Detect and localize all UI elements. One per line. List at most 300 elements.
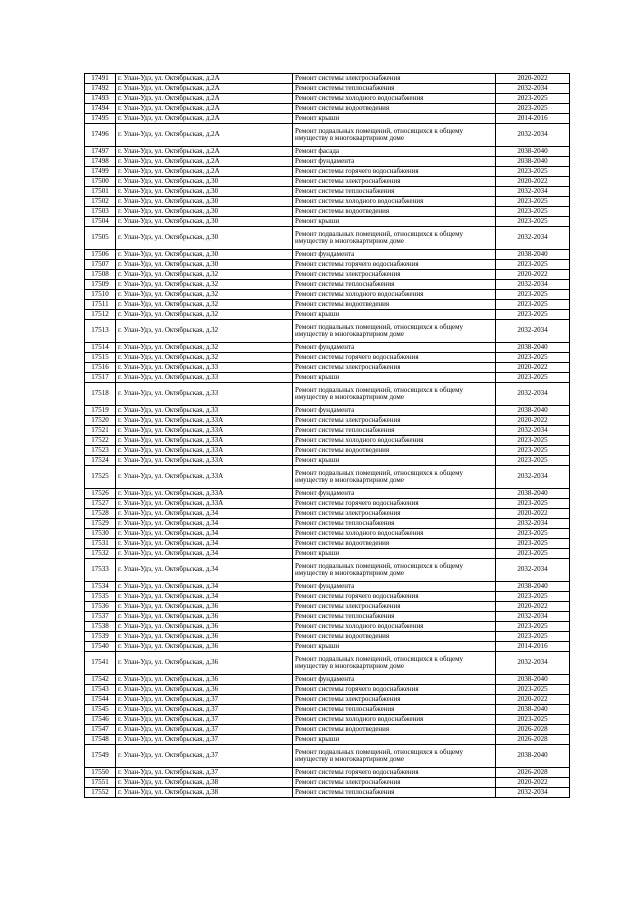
row-address: г. Улан-Удэ, ул. Октябрьская, д.33А [116, 426, 293, 436]
row-address: г. Улан-Удэ, ул. Октябрьская, д.32 [116, 300, 293, 310]
row-work-type: Ремонт системы электроснабжения [293, 778, 496, 788]
row-number: 17551 [85, 778, 116, 788]
row-number: 17549 [85, 745, 116, 768]
table-row [85, 685, 570, 695]
table-row [85, 167, 570, 177]
row-period: 2023-2025 [496, 632, 570, 642]
table-row [85, 84, 570, 94]
table-row [85, 270, 570, 280]
table-row [85, 416, 570, 426]
row-number: 17538 [85, 622, 116, 632]
row-work-type: Ремонт подвальных помещений, относящихся к общему имуществу в многоквартирном доме [293, 559, 496, 582]
row-work-type: Ремонт системы горячего водоснабжения [293, 768, 496, 778]
row-address: г. Улан-Удэ, ул. Октябрьская, д.32 [116, 320, 293, 343]
row-period: 2032-2034 [496, 280, 570, 290]
table-row [85, 652, 570, 675]
row-work-type: Ремонт системы теплоснабжения [293, 187, 496, 197]
row-period: 2038-2040 [496, 250, 570, 260]
row-address: г. Улан-Удэ, ул. Октябрьская, д.33А [116, 466, 293, 489]
row-period: 2032-2034 [496, 612, 570, 622]
row-period: 2026-2028 [496, 768, 570, 778]
table-row [85, 250, 570, 260]
row-address: г. Улан-Удэ, ул. Октябрьская, д.37 [116, 768, 293, 778]
row-work-type: Ремонт системы холодного водоснабжения [293, 529, 496, 539]
row-work-type: Ремонт крыши [293, 456, 496, 466]
row-work-type: Ремонт системы водоотведения [293, 207, 496, 217]
row-period: 2032-2034 [496, 124, 570, 147]
row-address: г. Улан-Удэ, ул. Октябрьская, д.30 [116, 197, 293, 207]
row-work-type: Ремонт системы водоотведения [293, 300, 496, 310]
row-number: 17501 [85, 187, 116, 197]
table-row [85, 612, 570, 622]
row-address: г. Улан-Удэ, ул. Октябрьская, д.34 [116, 559, 293, 582]
row-number: 17547 [85, 725, 116, 735]
row-number: 17532 [85, 549, 116, 559]
row-work-type: Ремонт системы горячего водоснабжения [293, 685, 496, 695]
row-period: 2023-2025 [496, 529, 570, 539]
row-address: г. Улан-Удэ, ул. Октябрьская, д.32 [116, 290, 293, 300]
table-row [85, 602, 570, 612]
row-work-type: Ремонт системы теплоснабжения [293, 788, 496, 798]
row-period: 2032-2034 [496, 84, 570, 94]
table-row [85, 310, 570, 320]
row-work-type: Ремонт системы водоотведения [293, 446, 496, 456]
row-work-type: Ремонт системы холодного водоснабжения [293, 94, 496, 104]
row-address: г. Улан-Удэ, ул. Октябрьская, д.30 [116, 227, 293, 250]
row-period: 2023-2025 [496, 260, 570, 270]
row-period: 2023-2025 [496, 310, 570, 320]
row-work-type: Ремонт системы электроснабжения [293, 74, 496, 84]
row-address: г. Улан-Удэ, ул. Октябрьская, д.38 [116, 788, 293, 798]
table-row [85, 373, 570, 383]
table-row [85, 509, 570, 519]
row-number: 17502 [85, 197, 116, 207]
row-work-type: Ремонт системы холодного водоснабжения [293, 622, 496, 632]
row-number: 17512 [85, 310, 116, 320]
row-number: 17494 [85, 104, 116, 114]
row-address: г. Улан-Удэ, ул. Октябрьская, д.36 [116, 652, 293, 675]
row-number: 17545 [85, 705, 116, 715]
row-address: г. Улан-Удэ, ул. Октябрьская, д.32 [116, 343, 293, 353]
row-number: 17546 [85, 715, 116, 725]
row-period: 2023-2025 [496, 622, 570, 632]
row-period: 2038-2040 [496, 157, 570, 167]
row-address: г. Улан-Удэ, ул. Октябрьская, д.30 [116, 187, 293, 197]
row-address: г. Улан-Удэ, ул. Октябрьская, д.30 [116, 250, 293, 260]
row-work-type: Ремонт подвальных помещений, относящихся к общему имуществу в многоквартирном доме [293, 652, 496, 675]
row-work-type: Ремонт системы теплоснабжения [293, 280, 496, 290]
row-work-type: Ремонт подвальных помещений, относящихся к общему имуществу в многоквартирном доме [293, 124, 496, 147]
row-period: 2038-2040 [496, 147, 570, 157]
row-period: 2020-2022 [496, 416, 570, 426]
row-address: г. Улан-Удэ, ул. Октябрьская, д.30 [116, 207, 293, 217]
row-number: 17539 [85, 632, 116, 642]
row-address: г. Улан-Удэ, ул. Октябрьская, д.36 [116, 675, 293, 685]
table-row [85, 705, 570, 715]
table-row [85, 207, 570, 217]
row-address: г. Улан-Удэ, ул. Октябрьская, д.37 [116, 705, 293, 715]
row-work-type: Ремонт крыши [293, 735, 496, 745]
table-row [85, 363, 570, 373]
row-number: 17525 [85, 466, 116, 489]
row-address: г. Улан-Удэ, ул. Октябрьская, д.2А [116, 167, 293, 177]
row-period: 2038-2040 [496, 489, 570, 499]
row-work-type: Ремонт подвальных помещений, относящихся к общему имуществу в многоквартирном доме [293, 466, 496, 489]
row-address: г. Улан-Удэ, ул. Октябрьская, д.32 [116, 270, 293, 280]
table-row [85, 94, 570, 104]
row-work-type: Ремонт системы горячего водоснабжения [293, 592, 496, 602]
row-period: 2023-2025 [496, 290, 570, 300]
table-row [85, 114, 570, 124]
row-address: г. Улан-Удэ, ул. Октябрьская, д.36 [116, 642, 293, 652]
row-period: 2020-2022 [496, 778, 570, 788]
table-row [85, 466, 570, 489]
row-work-type: Ремонт системы теплоснабжения [293, 612, 496, 622]
table-row [85, 124, 570, 147]
row-period: 2020-2022 [496, 363, 570, 373]
row-number: 17497 [85, 147, 116, 157]
row-number: 17519 [85, 406, 116, 416]
row-address: г. Улан-Удэ, ул. Октябрьская, д.34 [116, 582, 293, 592]
row-work-type: Ремонт крыши [293, 549, 496, 559]
row-address: г. Улан-Удэ, ул. Октябрьская, д.34 [116, 509, 293, 519]
row-work-type: Ремонт фундамента [293, 157, 496, 167]
row-address: г. Улан-Удэ, ул. Октябрьская, д.2А [116, 124, 293, 147]
row-work-type: Ремонт системы горячего водоснабжения [293, 353, 496, 363]
row-work-type: Ремонт системы электроснабжения [293, 363, 496, 373]
row-period: 2020-2022 [496, 509, 570, 519]
table-row [85, 74, 570, 84]
row-number: 17505 [85, 227, 116, 250]
table-row [85, 147, 570, 157]
row-period: 2032-2034 [496, 383, 570, 406]
row-work-type: Ремонт системы электроснабжения [293, 509, 496, 519]
table-row [85, 343, 570, 353]
table-row [85, 549, 570, 559]
row-address: г. Улан-Удэ, ул. Октябрьская, д.37 [116, 715, 293, 725]
row-work-type: Ремонт системы горячего водоснабжения [293, 167, 496, 177]
table-row [85, 622, 570, 632]
row-address: г. Улан-Удэ, ул. Октябрьская, д.34 [116, 529, 293, 539]
row-period: 2023-2025 [496, 197, 570, 207]
row-period: 2038-2040 [496, 705, 570, 715]
row-address: г. Улан-Удэ, ул. Октябрьская, д.30 [116, 217, 293, 227]
row-number: 17527 [85, 499, 116, 509]
table-row [85, 519, 570, 529]
table-row [85, 715, 570, 725]
row-number: 17541 [85, 652, 116, 675]
row-number: 17517 [85, 373, 116, 383]
table-body [85, 74, 570, 798]
row-work-type: Ремонт фасада [293, 147, 496, 157]
row-work-type: Ремонт подвальных помещений, относящихся к общему имуществу в многоквартирном доме [293, 320, 496, 343]
table-row [85, 290, 570, 300]
row-period: 2026-2028 [496, 735, 570, 745]
row-period: 2023-2025 [496, 373, 570, 383]
row-number: 17508 [85, 270, 116, 280]
row-address: г. Улан-Удэ, ул. Октябрьская, д.33 [116, 406, 293, 416]
row-address: г. Улан-Удэ, ул. Октябрьская, д.2А [116, 114, 293, 124]
row-work-type: Ремонт системы холодного водоснабжения [293, 436, 496, 446]
row-period: 2023-2025 [496, 592, 570, 602]
table-row [85, 675, 570, 685]
table-row [85, 406, 570, 416]
row-work-type: Ремонт системы водоотведения [293, 632, 496, 642]
row-number: 17537 [85, 612, 116, 622]
row-work-type: Ремонт системы электроснабжения [293, 602, 496, 612]
row-address: г. Улан-Удэ, ул. Октябрьская, д.37 [116, 725, 293, 735]
table-row [85, 280, 570, 290]
row-address: г. Улан-Удэ, ул. Октябрьская, д.32 [116, 280, 293, 290]
table-row [85, 320, 570, 343]
row-address: г. Улан-Удэ, ул. Октябрьская, д.38 [116, 778, 293, 788]
row-address: г. Улан-Удэ, ул. Октябрьская, д.36 [116, 602, 293, 612]
row-period: 2038-2040 [496, 582, 570, 592]
row-number: 17499 [85, 167, 116, 177]
row-period: 2032-2034 [496, 788, 570, 798]
row-number: 17530 [85, 529, 116, 539]
row-period: 2023-2025 [496, 167, 570, 177]
table-row [85, 436, 570, 446]
row-work-type: Ремонт крыши [293, 642, 496, 652]
row-work-type: Ремонт крыши [293, 217, 496, 227]
table-row [85, 788, 570, 798]
row-period: 2023-2025 [496, 217, 570, 227]
row-number: 17521 [85, 426, 116, 436]
row-address: г. Улан-Удэ, ул. Октябрьская, д.36 [116, 632, 293, 642]
row-period: 2023-2025 [496, 353, 570, 363]
row-work-type: Ремонт системы теплоснабжения [293, 84, 496, 94]
row-number: 17507 [85, 260, 116, 270]
row-number: 17540 [85, 642, 116, 652]
row-number: 17533 [85, 559, 116, 582]
row-address: г. Улан-Удэ, ул. Октябрьская, д.33А [116, 489, 293, 499]
table-row [85, 227, 570, 250]
row-number: 17492 [85, 84, 116, 94]
row-period: 2023-2025 [496, 446, 570, 456]
table-row [85, 177, 570, 187]
row-address: г. Улан-Удэ, ул. Октябрьская, д.36 [116, 685, 293, 695]
row-address: г. Улан-Удэ, ул. Октябрьская, д.34 [116, 549, 293, 559]
row-period: 2032-2034 [496, 519, 570, 529]
row-address: г. Улан-Удэ, ул. Октябрьская, д.34 [116, 539, 293, 549]
row-work-type: Ремонт системы холодного водоснабжения [293, 197, 496, 207]
row-address: г. Улан-Удэ, ул. Октябрьская, д.2А [116, 84, 293, 94]
row-number: 17515 [85, 353, 116, 363]
row-work-type: Ремонт фундамента [293, 250, 496, 260]
row-work-type: Ремонт системы холодного водоснабжения [293, 715, 496, 725]
row-period: 2020-2022 [496, 74, 570, 84]
table-row [85, 695, 570, 705]
row-address: г. Улан-Удэ, ул. Октябрьская, д.33 [116, 373, 293, 383]
table-row [85, 197, 570, 207]
row-period: 2038-2040 [496, 343, 570, 353]
row-address: г. Улан-Удэ, ул. Октябрьская, д.34 [116, 519, 293, 529]
row-period: 2020-2022 [496, 602, 570, 612]
row-period: 2023-2025 [496, 436, 570, 446]
row-number: 17531 [85, 539, 116, 549]
row-work-type: Ремонт системы горячего водоснабжения [293, 499, 496, 509]
row-period: 2026-2028 [496, 725, 570, 735]
row-number: 17493 [85, 94, 116, 104]
row-number: 17552 [85, 788, 116, 798]
row-period: 2020-2022 [496, 695, 570, 705]
row-work-type: Ремонт системы водоотведения [293, 725, 496, 735]
row-address: г. Улан-Удэ, ул. Октябрьская, д.2А [116, 94, 293, 104]
row-work-type: Ремонт подвальных помещений, относящихся к общему имуществу в многоквартирном доме [293, 745, 496, 768]
row-work-type: Ремонт фундамента [293, 489, 496, 499]
row-work-type: Ремонт крыши [293, 373, 496, 383]
table-row [85, 426, 570, 436]
row-number: 17513 [85, 320, 116, 343]
table-row [85, 632, 570, 642]
row-work-type: Ремонт системы электроснабжения [293, 177, 496, 187]
row-number: 17510 [85, 290, 116, 300]
row-address: г. Улан-Удэ, ул. Октябрьская, д.30 [116, 260, 293, 270]
row-work-type: Ремонт подвальных помещений, относящихся к общему имуществу в многоквартирном доме [293, 383, 496, 406]
row-period: 2032-2034 [496, 426, 570, 436]
row-period: 2038-2040 [496, 406, 570, 416]
table-row [85, 300, 570, 310]
table-row [85, 187, 570, 197]
row-address: г. Улан-Удэ, ул. Октябрьская, д.2А [116, 147, 293, 157]
row-work-type: Ремонт системы теплоснабжения [293, 519, 496, 529]
row-work-type: Ремонт крыши [293, 310, 496, 320]
row-period: 2032-2034 [496, 187, 570, 197]
row-work-type: Ремонт системы горячего водоснабжения [293, 260, 496, 270]
row-address: г. Улан-Удэ, ул. Октябрьская, д.33А [116, 436, 293, 446]
table-row [85, 157, 570, 167]
row-number: 17542 [85, 675, 116, 685]
row-period: 2023-2025 [496, 456, 570, 466]
row-period: 2023-2025 [496, 104, 570, 114]
table-row [85, 735, 570, 745]
table-row [85, 383, 570, 406]
table-row [85, 499, 570, 509]
row-period: 2023-2025 [496, 499, 570, 509]
row-address: г. Улан-Удэ, ул. Октябрьская, д.36 [116, 622, 293, 632]
row-period: 2032-2034 [496, 559, 570, 582]
row-number: 17511 [85, 300, 116, 310]
row-number: 17506 [85, 250, 116, 260]
table-row [85, 778, 570, 788]
table-row [85, 745, 570, 768]
row-work-type: Ремонт подвальных помещений, относящихся к общему имуществу в многоквартирном доме [293, 227, 496, 250]
row-period: 2023-2025 [496, 549, 570, 559]
row-number: 17534 [85, 582, 116, 592]
row-period: 2023-2025 [496, 94, 570, 104]
row-period: 2038-2040 [496, 745, 570, 768]
row-number: 17528 [85, 509, 116, 519]
row-number: 17522 [85, 436, 116, 446]
row-number: 17523 [85, 446, 116, 456]
row-work-type: Ремонт системы теплоснабжения [293, 705, 496, 715]
row-period: 2014-2016 [496, 114, 570, 124]
row-number: 17526 [85, 489, 116, 499]
row-number: 17544 [85, 695, 116, 705]
row-period: 2023-2025 [496, 539, 570, 549]
row-period: 2038-2040 [496, 675, 570, 685]
row-address: г. Улан-Удэ, ул. Октябрьская, д.33А [116, 416, 293, 426]
row-work-type: Ремонт системы электроснабжения [293, 416, 496, 426]
table-row [85, 217, 570, 227]
row-number: 17516 [85, 363, 116, 373]
row-number: 17498 [85, 157, 116, 167]
row-address: г. Улан-Удэ, ул. Октябрьская, д.33А [116, 446, 293, 456]
row-address: г. Улан-Удэ, ул. Октябрьская, д.33А [116, 456, 293, 466]
row-address: г. Улан-Удэ, ул. Октябрьская, д.37 [116, 735, 293, 745]
table-row [85, 559, 570, 582]
row-address: г. Улан-Удэ, ул. Октябрьская, д.37 [116, 745, 293, 768]
table-row [85, 489, 570, 499]
row-work-type: Ремонт системы электроснабжения [293, 270, 496, 280]
row-work-type: Ремонт системы холодного водоснабжения [293, 290, 496, 300]
row-number: 17520 [85, 416, 116, 426]
row-address: г. Улан-Удэ, ул. Октябрьская, д.34 [116, 592, 293, 602]
repair-schedule-table [84, 73, 570, 798]
row-address: г. Улан-Удэ, ул. Октябрьская, д.2А [116, 104, 293, 114]
row-work-type: Ремонт фундамента [293, 343, 496, 353]
row-work-type: Ремонт крыши [293, 114, 496, 124]
row-address: г. Улан-Удэ, ул. Октябрьская, д.2А [116, 74, 293, 84]
row-work-type: Ремонт системы теплоснабжения [293, 426, 496, 436]
row-number: 17509 [85, 280, 116, 290]
row-number: 17518 [85, 383, 116, 406]
row-number: 17514 [85, 343, 116, 353]
row-period: 2020-2022 [496, 177, 570, 187]
row-work-type: Ремонт системы электроснабжения [293, 695, 496, 705]
table-row [85, 260, 570, 270]
table-row [85, 104, 570, 114]
row-period: 2023-2025 [496, 685, 570, 695]
table-row [85, 353, 570, 363]
table-row [85, 592, 570, 602]
row-address: г. Улан-Удэ, ул. Октябрьская, д.33 [116, 383, 293, 406]
row-number: 17550 [85, 768, 116, 778]
row-period: 2023-2025 [496, 207, 570, 217]
row-period: 2032-2034 [496, 320, 570, 343]
row-address: г. Улан-Удэ, ул. Октябрьская, д.32 [116, 353, 293, 363]
row-work-type: Ремонт системы водоотведения [293, 539, 496, 549]
row-period: 2032-2034 [496, 466, 570, 489]
row-number: 17491 [85, 74, 116, 84]
row-number: 17543 [85, 685, 116, 695]
row-address: г. Улан-Удэ, ул. Октябрьская, д.32 [116, 310, 293, 320]
row-period: 2023-2025 [496, 715, 570, 725]
row-number: 17548 [85, 735, 116, 745]
row-number: 17503 [85, 207, 116, 217]
row-period: 2020-2022 [496, 270, 570, 280]
row-number: 17535 [85, 592, 116, 602]
row-address: г. Улан-Удэ, ул. Октябрьская, д.36 [116, 612, 293, 622]
row-work-type: Ремонт фундамента [293, 406, 496, 416]
row-number: 17504 [85, 217, 116, 227]
row-period: 2032-2034 [496, 227, 570, 250]
row-work-type: Ремонт фундамента [293, 675, 496, 685]
row-number: 17496 [85, 124, 116, 147]
row-work-type: Ремонт системы водоотведения [293, 104, 496, 114]
table-row [85, 642, 570, 652]
row-period: 2023-2025 [496, 300, 570, 310]
table-row [85, 446, 570, 456]
row-number: 17500 [85, 177, 116, 187]
row-address: г. Улан-Удэ, ул. Октябрьская, д.30 [116, 177, 293, 187]
row-work-type: Ремонт фундамента [293, 582, 496, 592]
row-number: 17529 [85, 519, 116, 529]
row-period: 2014-2016 [496, 642, 570, 652]
row-number: 17536 [85, 602, 116, 612]
row-address: г. Улан-Удэ, ул. Октябрьская, д.2А [116, 157, 293, 167]
